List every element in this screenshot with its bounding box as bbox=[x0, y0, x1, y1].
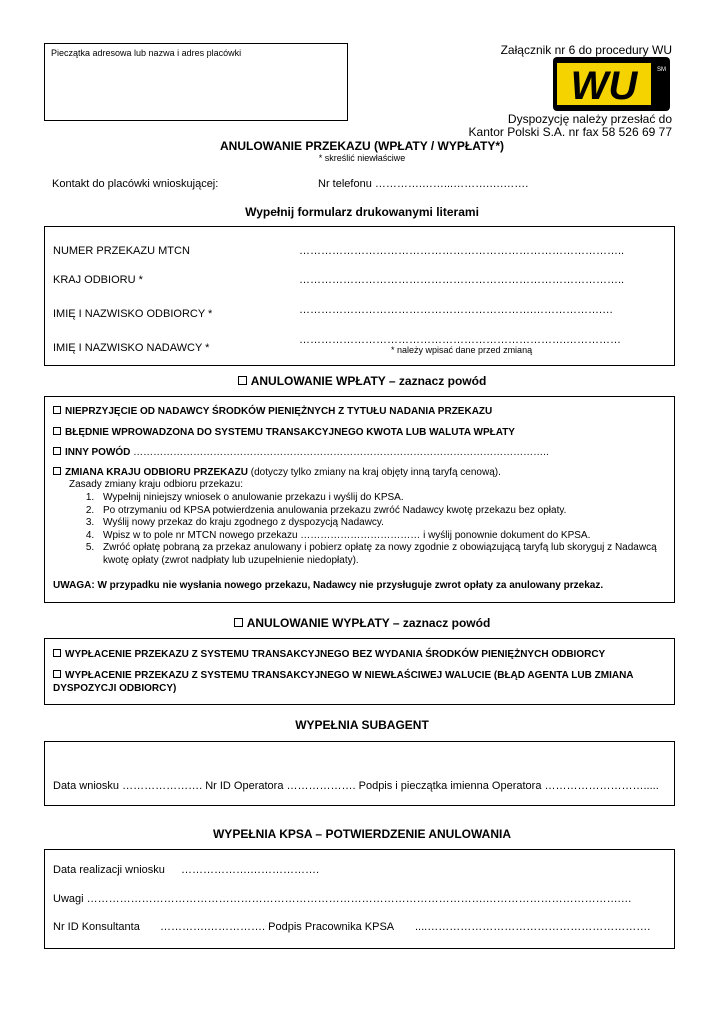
cancel-payment-box bbox=[44, 396, 675, 603]
title-note: * skreślić niewłaściwe bbox=[318, 153, 406, 163]
transfer-data-box bbox=[44, 226, 675, 366]
send-to-line1: Dyspozycję należy przesłać do bbox=[507, 112, 672, 126]
step-item: 4. Wpisz w to pole nr MTCN nowego przekazu ……………………………… i wyślij ponownie dokument do KPSA. bbox=[97, 530, 669, 543]
kpsa-box bbox=[44, 849, 675, 949]
stamp-label: Pieczątka adresowa lub nazwa i adres placówki bbox=[51, 48, 242, 58]
cancel-payment-heading: ANULOWANIE WPŁATY – zaznacz powód bbox=[0, 374, 724, 388]
realization-date-label: Data realizacji wniosku bbox=[53, 864, 165, 876]
step-item: 5. Zwróć opłatę pobraną za przekaz anulowany i pobierz opłatę za nowy zgodnie z obowiązującą taryfą lub skoryguj z Nadawcą kwotę opłaty (zwrot nadpłaty lub uzupełnienie niedopłaty). bbox=[97, 542, 669, 567]
realization-date-field[interactable]: ……………….………………. bbox=[181, 864, 320, 876]
change-rules-title: Zasady zmiany kraju odbioru przekazu: bbox=[69, 479, 243, 490]
logo-text: WU bbox=[570, 64, 638, 108]
kpsa-signature-field[interactable]: ....……………………………………………………. bbox=[415, 921, 651, 933]
reason-other[interactable]: INNY POWÓD …………………………………………………………………………………………………………….. bbox=[53, 447, 549, 458]
contact-label: Kontakt do placówki wnioskującej: bbox=[52, 178, 219, 190]
stamp-box[interactable] bbox=[44, 43, 348, 121]
step-item: 1. Wypełnij niniejszy wniosek o anulowanie przekazu i wyślij do KPSA. bbox=[97, 492, 669, 505]
country-label: KRAJ ODBIORU * bbox=[53, 274, 143, 286]
cancel-payout-heading: ANULOWANIE WYPŁATY – zaznacz powód bbox=[0, 616, 724, 630]
warning-note: UWAGA: W przypadku nie wysłania nowego przekazu, Nadawcy nie przysługuje zwrot opłaty za anulowany przekaz. bbox=[53, 580, 604, 591]
consultant-id-field[interactable]: ………….……………. Podpis Pracownika KPSA bbox=[160, 921, 395, 933]
phone-field[interactable] bbox=[318, 178, 528, 190]
step-item: 3. Wyślij nowy przekaz do kraju zgodnego z dyspozycją Nadawcy. bbox=[97, 517, 669, 530]
cancel-payout-checkbox[interactable] bbox=[234, 618, 243, 627]
checkbox[interactable] bbox=[53, 406, 61, 414]
reason-option-1[interactable]: NIEPRZYJĘCIE OD NADAWCY ŚRODKÓW PIENIĘŻNYCH Z TYTUŁU NADANIA PRZEKAZU bbox=[53, 406, 492, 417]
mtcn-field[interactable]: …………………………………………………………………………….. bbox=[299, 245, 625, 257]
sender-name-field[interactable]: ……………………………………………………………….…………… bbox=[299, 334, 622, 346]
instruction: Wypełnij formularz drukowanymi literami bbox=[245, 205, 479, 219]
change-rules-steps bbox=[69, 492, 669, 567]
western-union-logo bbox=[553, 57, 670, 111]
step-item: 2. Po otrzymaniu od KPSA potwierdzenia anulowania przekazu zwróć Nadawcy kwotę przekazu bez opłaty. bbox=[97, 505, 669, 518]
recipient-name-field[interactable]: ……………………………………………………….……………….… bbox=[299, 304, 614, 316]
phone-label: Nr telefonu bbox=[318, 178, 372, 190]
remarks-field[interactable]: Uwagi ……………………………………………………………………………………………….……………………………….… bbox=[53, 893, 632, 905]
payout-option-2[interactable]: WYPŁACENIE PRZEKAZU Z SYSTEMU TRANSAKCYJNEGO W NIEWŁAŚCIWEJ WALUCIE (BŁĄD AGENTA LUB ZMIANA DYSPOZYCJI ODBIORCY) bbox=[53, 670, 634, 694]
attachment-label: Załącznik nr 6 do procedury WU bbox=[500, 43, 672, 57]
other-reason-field[interactable]: …………………………………………………………………………………………………………….. bbox=[133, 447, 549, 458]
checkbox[interactable] bbox=[53, 467, 61, 475]
payout-option-1[interactable]: WYPŁACENIE PRZEKAZU Z SYSTEMU TRANSAKCYJNEGO BEZ WYDANIA ŚRODKÓW PIENIĘŻNYCH ODBIORCY bbox=[53, 649, 605, 660]
subagent-heading: WYPEŁNIA SUBAGENT bbox=[295, 718, 429, 732]
country-field[interactable]: …………………………………………………………………………….. bbox=[299, 274, 625, 286]
reason-change-country[interactable]: ZMIANA KRAJU ODBIORU PRZEKAZU (dotyczy tylko zmiany na kraj objęty inną taryfą cenową). bbox=[53, 467, 501, 478]
logo-tm: SM bbox=[657, 67, 666, 73]
mtcn-label: NUMER PRZEKAZU MTCN bbox=[53, 245, 190, 257]
reason-option-2[interactable]: BŁĘDNIE WPROWADZONA DO SYSTEMU TRANSAKCYJNEGO KWOTA LUB WALUTA WPŁATY bbox=[53, 427, 515, 438]
form-title: ANULOWANIE PRZEKAZU (WPŁATY / WYPŁATY*) bbox=[220, 139, 504, 153]
data-before-change-note: * należy wpisać dane przed zmianą bbox=[391, 345, 533, 355]
checkbox[interactable] bbox=[53, 670, 61, 678]
phone-dots: ………….……...……….….……. bbox=[374, 178, 529, 190]
consultant-id-label: Nr ID Konsultanta bbox=[53, 921, 140, 933]
cancel-payout-box bbox=[44, 638, 675, 705]
recipient-name-label: IMIĘ I NAZWISKO ODBIORCY * bbox=[53, 308, 213, 320]
subagent-box bbox=[44, 741, 675, 806]
send-to-line2: Kantor Polski S.A. nr fax 58 526 69 77 bbox=[468, 125, 672, 139]
checkbox[interactable] bbox=[53, 649, 61, 657]
kpsa-heading: WYPEŁNIA KPSA – POTWIERDZENIE ANULOWANIA bbox=[212, 827, 511, 841]
sender-name-label: IMIĘ I NAZWISKO NADAWCY * bbox=[53, 342, 210, 354]
cancel-payment-checkbox[interactable] bbox=[238, 376, 247, 385]
checkbox[interactable] bbox=[53, 427, 61, 435]
checkbox[interactable] bbox=[53, 447, 61, 455]
subagent-fields[interactable]: Data wniosku …………………. Nr ID Operatora ………………. Podpis i pieczątka imienna Operatora ………………………..... bbox=[53, 780, 659, 792]
